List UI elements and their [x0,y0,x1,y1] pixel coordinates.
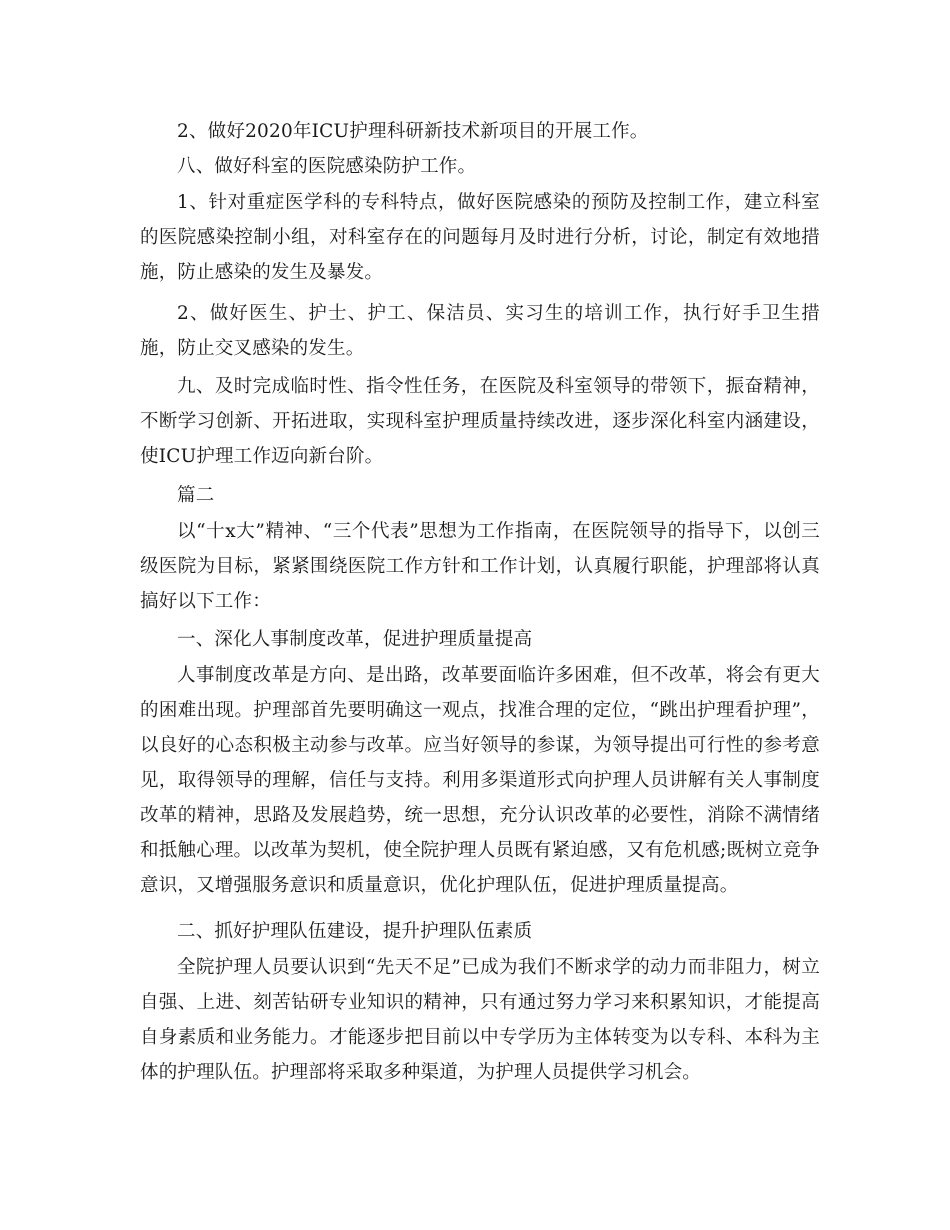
paragraph-staff-training: 2、做好医生、护士、护工、保洁员、实习生的培训工作，执行好手卫生措施，防止交叉感染的发生。 [140,303,820,359]
paragraph-icu-research: 2、做好2020年ICU护理科研新技术新项目的开展工作。 [177,121,649,142]
heading-team-building: 二、抓好护理队伍建设，提升护理队伍素质 [177,921,533,942]
paragraph-personnel-reform: 人事制度改革是方向、是出路，改革要面临许多困难，但不改革，将会有更大的困难出现。护理部首先要明确这一观点，找准合理的定位，“跳出护理看护理”，以良好的心态积极主动参与改革。应当好领导的参谋，为领导提出可行性的参考意见，取得领导的理解，信任与支持。利用多渠道形式向护理人员讲解有关人事制度改革的精神，思路及发展趋势，统一思想，充分认识改革的必要性，消除不满情绪和抵触心理。以改革为契机，使全院护理人员既有紧迫感，又有危机感;既树立竞争意识，又增强服务意识和质量意识，优化护理队伍，促进护理质量提高。 [140,665,820,896]
paragraph-temporary-tasks: 九、及时完成临时性、指令性任务，在医院及科室领导的带领下，振奋精神，不断学习创新、开拓进取，实现科室护理质量持续改进，逐步深化科室内涵建设，使ICU护理工作迈向新台阶。 [140,376,820,467]
paragraph-team-building: 全院护理人员要认识到“先天不足”已成为我们不断求学的动力而非阻力，树立自强、上进、刻苦钻研专业知识的精神，只有通过努力学习来积累知识，才能提高自身素质和业务能力。才能逐步把目前以中专学历为主体转变为以专科、本科为主体的护理队伍。护理部将采取多种渠道，为护理人员提供学习机会。 [140,957,820,1083]
paragraph-infection-prevention: 1、针对重症医学科的专科特点，做好医院感染的预防及控制工作，建立科室的医院感染控制小组，对科室存在的问题每月及时进行分析，讨论，制定有效地措施，防止感染的发生及暴发。 [140,192,820,283]
paragraph-guiding-principle: 以“十x大”精神、“三个代表”思想为工作指南，在医院领导的指导下，以创三级医院为目标，紧紧围绕医院工作方针和工作计划，认真履行职能，护理部将认真搞好以下工作： [140,521,820,612]
section-title-part-two: 篇二 [177,485,215,506]
heading-personnel-reform: 一、深化人事制度改革，促进护理质量提高 [177,629,533,650]
heading-infection-control: 八、做好科室的医院感染防护工作。 [177,156,477,177]
